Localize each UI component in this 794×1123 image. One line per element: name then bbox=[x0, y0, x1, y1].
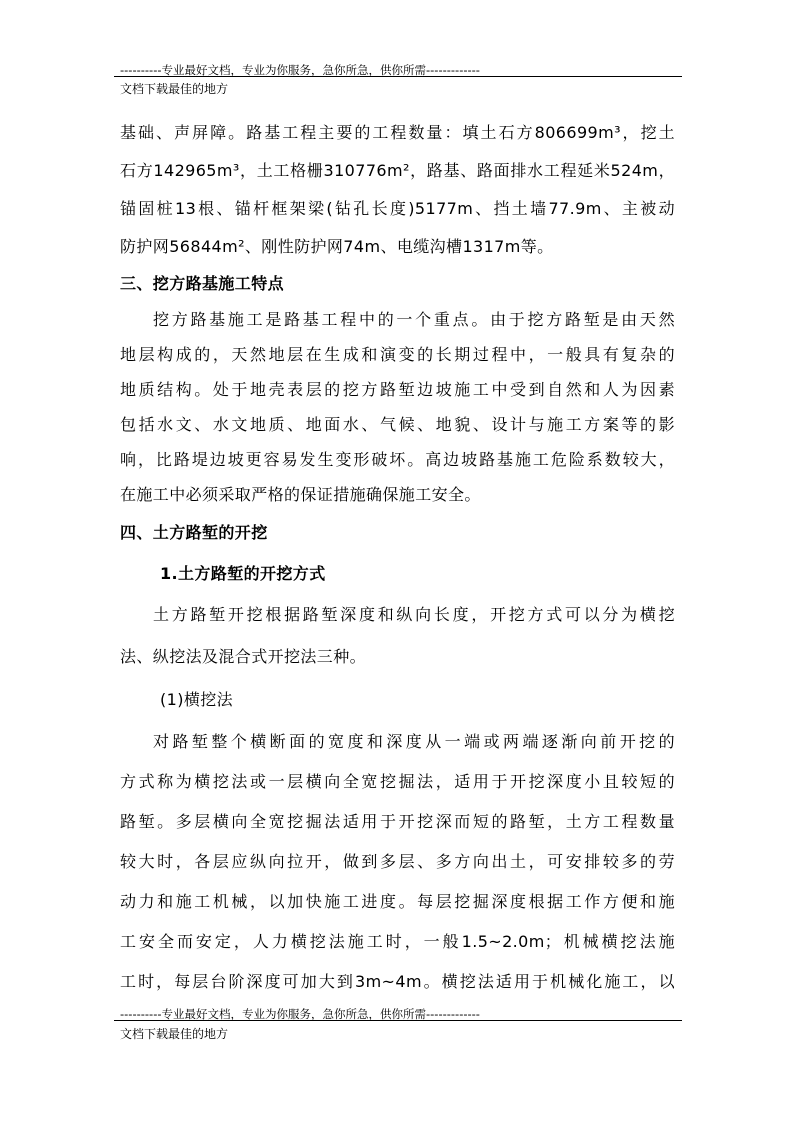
paragraph-line: 地质结构。处于地壳表层的挖方路堑边坡施工中受到自然和人为因素 bbox=[120, 380, 675, 399]
paragraph-line: 对路堑整个横断面的宽度和深度从一端或两端逐渐向前开挖的 bbox=[153, 732, 675, 751]
paragraph-line: 石方142965m³，土工格栅310776m²，路基、路面排水工程延米524m， bbox=[120, 161, 675, 180]
paragraph-line: 基础、声屏障。路基工程主要的工程数量：填土石方806699m³，挖土 bbox=[120, 123, 675, 142]
subsection-heading: 1.土方路堑的开挖方式 bbox=[160, 564, 326, 583]
paragraph-line: 响，比路堤边坡更容易发生变形破坏。高边坡路基施工危险系数较大， bbox=[120, 450, 675, 469]
section-heading-4: 四、土方路堑的开挖 bbox=[120, 523, 268, 542]
paragraph-line: 动力和施工机械，以加快施工进度。每层挖掘深度根据工作方便和施 bbox=[120, 892, 675, 911]
section-heading-3: 三、挖方路基施工特点 bbox=[120, 274, 285, 293]
paragraph-line: 方式称为横挖法或一层横向全宽挖掘法，适用于开挖深度小且较短的 bbox=[120, 772, 675, 791]
paragraph-line: 包括水文、水文地质、地面水、气候、地貌、设计与施工方案等的影 bbox=[120, 415, 675, 434]
paragraph-line: 工时，每层台阶深度可加大到3m~4m。横挖法适用于机械化施工，以 bbox=[120, 972, 675, 991]
paragraph-line: 土方路堑开挖根据路堑深度和纵向长度，开挖方式可以分为横挖 bbox=[153, 605, 675, 624]
footer-banner: ----------专业最好文档，专业为你服务，急你所急，供你所需------------- bbox=[120, 1007, 480, 1021]
paragraph-line: 锚固桩13根、锚杆框架梁(钻孔长度)5177m、挡土墙77.9m、主被动 bbox=[120, 199, 675, 218]
footer-divider bbox=[114, 1020, 682, 1021]
header-divider bbox=[114, 76, 682, 77]
header-banner: ----------专业最好文档，专业为你服务，急你所急，供你所需------------- bbox=[120, 63, 480, 77]
paragraph-line: 路堑。多层横向全宽挖掘法适用于开挖深而短的路堑，土方工程数量 bbox=[120, 812, 675, 831]
paragraph-line: 工安全而安定，人力横挖法施工时，一般1.5~2.0m；机械横挖法施 bbox=[120, 932, 675, 951]
paragraph-line: 防护网56844m²、刚性防护网74m、电缆沟槽1317m等。 bbox=[120, 237, 554, 256]
paragraph-line: 地层构成的，天然地层在生成和演变的长期过程中，一般具有复杂的 bbox=[120, 345, 675, 364]
subsubsection-heading: (1)横挖法 bbox=[160, 690, 234, 709]
paragraph-line: 挖方路基施工是路基工程中的一个重点。由于挖方路堑是由天然 bbox=[153, 310, 675, 329]
header-subtitle: 文档下载最佳的地方 bbox=[120, 82, 229, 96]
paragraph-line: 法、纵挖法及混合式开挖法三种。 bbox=[120, 647, 367, 666]
footer-subtitle: 文档下载最佳的地方 bbox=[120, 1027, 229, 1041]
paragraph-line: 较大时，各层应纵向拉开，做到多层、多方向出土，可安排较多的劳 bbox=[120, 852, 675, 871]
paragraph-line: 在施工中必须采取严格的保证措施确保施工安全。 bbox=[120, 485, 481, 504]
document-body bbox=[120, 114, 675, 1002]
